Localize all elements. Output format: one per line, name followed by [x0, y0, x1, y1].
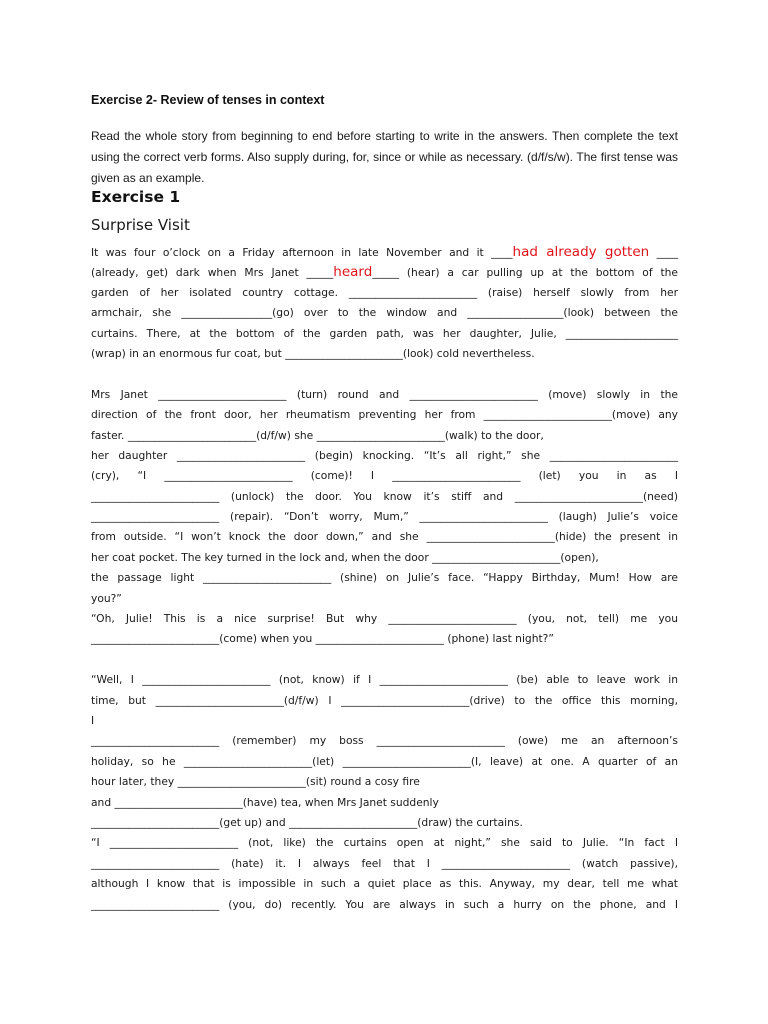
answer-example: heard — [333, 264, 373, 281]
story-line: from outside. “I won’t knock the door down,” and she ________________________(hide) the present in — [91, 530, 678, 544]
story-line: direction of the front door, her rheumatism preventing her from ________________________(move) any — [91, 408, 678, 422]
story-line: holiday, so he ________________________(let) ________________________(I, leave) at one. A quarter of an — [91, 754, 678, 768]
story-line: hour later, they ________________________(sit) round a cosy fire — [91, 775, 420, 789]
story-line: “I ________________________ (not, like) the curtains open at night,” she said to Julie. “In fact I — [91, 836, 678, 850]
story-line: faster. ________________________(d/f/w) she ________________________(walk) to the door, — [91, 428, 544, 442]
story-line: ________________________(get up) and ________________________(draw) the curtains. — [91, 815, 523, 829]
answer-example: had already gotten — [512, 244, 650, 260]
story-line: I — [91, 713, 95, 727]
story-line: ________________________ (remember) my boss ________________________ (owe) me an afternoon’s — [91, 734, 678, 748]
story-line: although I know that is impossible in such a quiet place as this. Anyway, my dear, tell me what — [91, 877, 678, 891]
story-line: ________________________ (unlock) the door. You know it’s stiff and ________________________(need) — [91, 489, 678, 503]
story-line: you?” — [91, 591, 122, 605]
story-line: time, but ________________________(d/f/w) I ________________________(drive) to the office this morning, — [91, 693, 678, 707]
story-line: ________________________ (hate) it. I always feel that I ________________________ (watch passive), — [91, 856, 678, 870]
paragraph-gap — [91, 650, 678, 670]
story-text: _____ (hear) a car pulling up at the bottom of the — [372, 266, 678, 280]
story-line: “Oh, Julie! This is a nice surprise! But why ________________________ (you, not, tell) me you — [91, 612, 678, 626]
story-line: her coat pocket. The key turned in the lock and, when the door ________________________(open), — [91, 550, 599, 564]
exercise-heading: Exercise 2- Review of tenses in context — [91, 93, 325, 107]
story-line: Mrs Janet ________________________ (turn) round and ________________________ (move) slowly in the — [91, 387, 678, 401]
story-line: armchair, she _________________(go) over to the window and __________________(look) between the — [91, 306, 678, 320]
story-line: and ________________________(have) tea, when Mrs Janet suddenly — [91, 795, 439, 809]
story-line: her daughter ________________________ (begin) knocking. “It’s all right,” she ________________________ — [91, 448, 678, 462]
story-text: (already, get) dark when Mrs Janet _____ — [91, 266, 334, 280]
story-line: (cry), “I ________________________ (come)! I ________________________ (let) you in as I — [91, 469, 678, 483]
story-line: the passage light ________________________ (shine) on Julie’s face. “Happy Birthday, Mum! How are — [91, 571, 678, 585]
story-line: (wrap) in an enormous fur coat, but ______________________(look) cold nevertheless. — [91, 346, 535, 360]
story-line: garden of her isolated country cottage. ________________________ (raise) herself slowly from her — [91, 285, 678, 299]
paragraph-gap — [91, 364, 678, 384]
story-line — [91, 242, 678, 262]
story-line: curtains. There, at the bottom of the garden path, was her daughter, Julie, _____________________ — [91, 326, 678, 340]
exercise-title: Exercise 1 — [91, 188, 181, 206]
instructions-paragraph: Read the whole story from beginning to end before starting to write in the answers. Then complete the text using the correct verb forms. Also supply during, for, since or while as necessary. (d/f/s/w). The first tense was given as an example. — [91, 129, 678, 185]
story-body — [91, 242, 678, 915]
story-line: “Well, I ________________________ (not, know) if I ________________________ (be) able to leave work in — [91, 673, 678, 687]
story-line: ________________________(come) when you ________________________ (phone) last night?” — [91, 632, 554, 646]
story-title: Surprise Visit — [91, 216, 190, 234]
story-line — [91, 262, 678, 282]
story-text: ____ — [649, 246, 678, 259]
story-text: It was four o’clock on a Friday afternoon in late November and it ____ — [91, 246, 513, 259]
story-line: ________________________ (repair). “Don’t worry, Mum,” ________________________ (laugh) Julie’s voice — [91, 510, 678, 524]
story-line: ________________________ (you, do) recently. You are always in such a hurry on the phone, and I — [91, 897, 678, 911]
